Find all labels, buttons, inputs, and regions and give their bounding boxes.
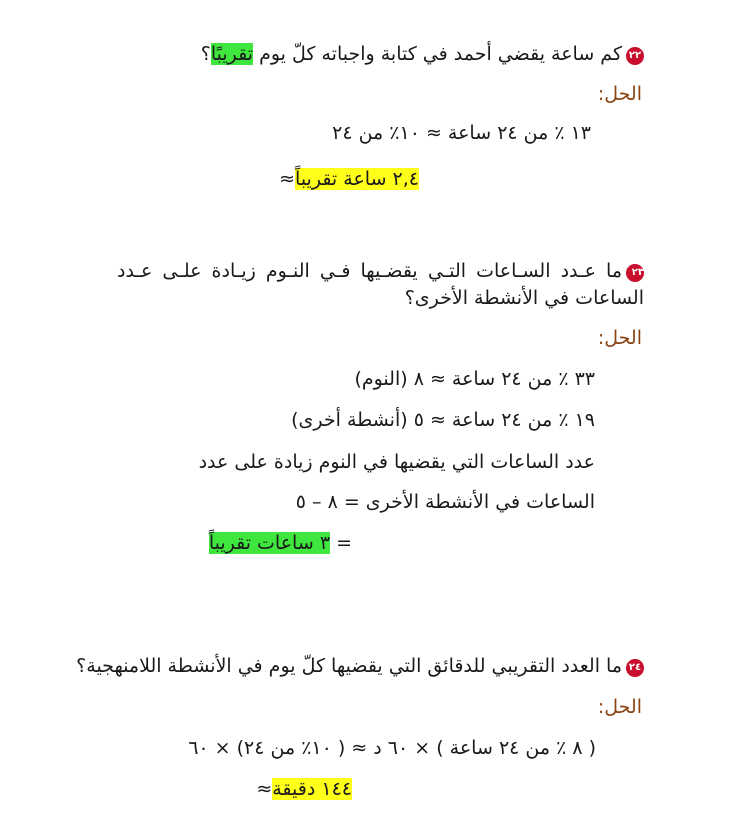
solution-23-line-1: ٣٣ ٪ من ٢٤ ساعة ≈ ٨ (النوم) [354, 368, 595, 390]
solution-label-23: الحل: [597, 327, 642, 349]
answer-22-prefix: ≈ [279, 168, 296, 190]
solution-22-line-1: ١٣ ٪ من ٢٤ ساعة ≈ ١٠٪ من ٢٤ [332, 122, 591, 144]
solution-24-line-1: ( ٨ ٪ من ٢٤ ساعة ) × ٦٠ د ≈ ( ١٠٪ من ٢٤) × ٦٠ [188, 737, 596, 759]
question-22-end: ؟ [200, 43, 211, 65]
question-number-23: ٢٣ [626, 264, 644, 282]
question-22-highlight: تقريبًا [210, 43, 254, 65]
answer-24-value: ١٤٤ دقيقة [272, 778, 352, 800]
question-22-text: كم ساعة يقضي أحمد في كتابة واجباته كلّ يوم [253, 43, 622, 65]
answer-24 [256, 777, 352, 801]
answer-23 [209, 531, 352, 555]
answer-22-value: ٢,٤ ساعة تقريباً [295, 168, 419, 190]
question-23-text-1: ما عـدد السـاعات التـي يقضـيها فـي النـوم زيـادة علـى عـدد [117, 260, 622, 282]
answer-24-prefix: ≈ [256, 778, 273, 800]
solution-23-line-3: عدد الساعات التي يقضيها في النوم زيادة على عدد [198, 451, 595, 473]
solution-23-line-4: الساعات في الأنشطة الأخرى = ٨ – ٥ [295, 491, 595, 513]
question-number-24: ٢٤ [626, 659, 644, 677]
solution-label-22: الحل: [597, 83, 642, 105]
answer-23-value: ٣ ساعات تقريباً [208, 532, 331, 554]
solution-23-line-2: ١٩ ٪ من ٢٤ ساعة ≈ ٥ (أنشطة أخرى) [291, 409, 595, 431]
question-22 [201, 42, 644, 66]
question-24-text: ما العدد التقريبي للدقائق التي يقضيها كلّ يوم في الأنشطة اللامنهجية؟ [76, 655, 622, 677]
answer-23-prefix: = [330, 532, 352, 554]
question-23-line-1 [117, 259, 644, 283]
question-24 [76, 654, 644, 678]
answer-22 [279, 167, 419, 191]
question-number-22: ٢٢ [626, 47, 644, 65]
solution-label-24: الحل: [597, 696, 642, 718]
question-23-line-2: الساعات في الأنشطة الأخرى؟ [404, 287, 644, 309]
